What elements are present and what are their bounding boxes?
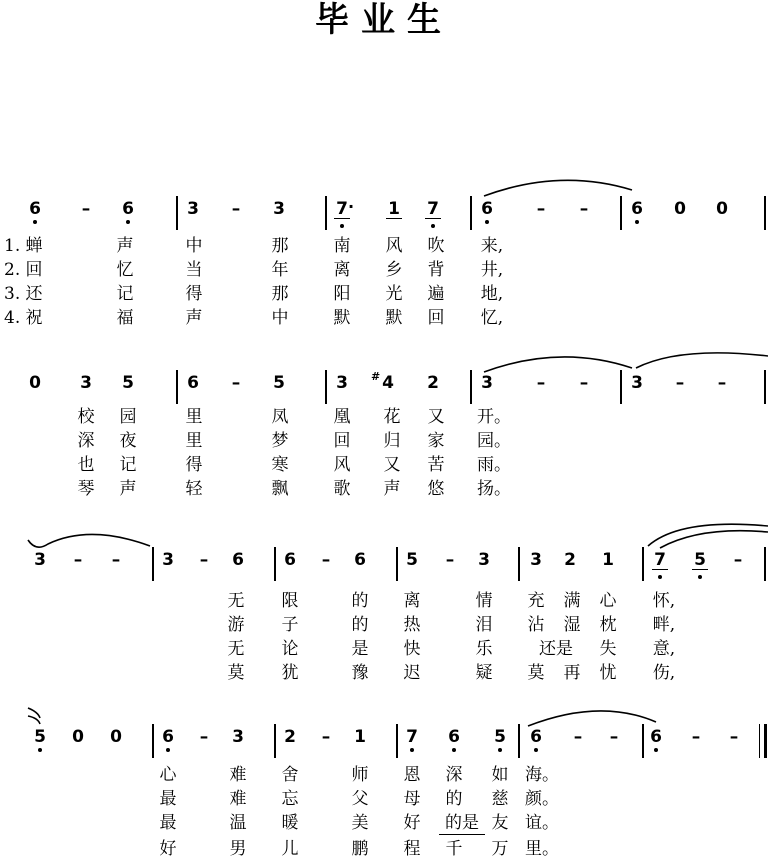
lyric-syllable: 风	[333, 455, 351, 475]
note: 6	[622, 198, 652, 220]
note: 5	[122, 373, 134, 393]
lyric-syllable: 泪	[475, 615, 493, 635]
lyric-syllable: 凤	[271, 407, 289, 427]
lyric-syllable: 声	[119, 479, 137, 499]
lyric-syllable: 里。	[525, 839, 559, 859]
lyric-syllable: 还是	[539, 639, 573, 659]
lyric-syllable: 默	[385, 308, 403, 328]
note: 6	[439, 726, 469, 748]
lyric-syllable: 那	[271, 236, 289, 256]
lyric-syllable: 归	[383, 431, 401, 451]
lyric-syllable: 限	[281, 591, 299, 611]
lyric-syllable: 温	[229, 813, 247, 833]
note: 3	[232, 727, 244, 747]
note: 0	[110, 727, 122, 747]
note: 3	[336, 373, 348, 393]
note: –	[675, 373, 685, 393]
lyric-syllable: 千	[445, 839, 463, 859]
lyric-syllable: 谊。	[525, 813, 559, 833]
lyric-syllable: 回	[427, 308, 445, 328]
note: 5	[25, 726, 55, 748]
lyric-syllable: 祝	[25, 308, 43, 328]
note: 3	[530, 550, 542, 570]
lyric-syllable: 难	[229, 765, 247, 785]
lyric-syllable: 背	[427, 260, 445, 280]
note: 3	[34, 550, 46, 570]
lyric-syllable: 怀,	[652, 591, 676, 611]
note: 6	[232, 550, 244, 570]
note: 2	[427, 373, 439, 393]
note: 6	[113, 198, 143, 220]
note: 6	[641, 726, 671, 748]
lyric-syllable: 记	[119, 455, 137, 475]
lyric-syllable: 无	[227, 591, 245, 611]
note: # 4	[373, 372, 403, 394]
lyric-syllable: 还	[25, 284, 43, 304]
note: 1	[379, 198, 409, 220]
lyric-syllable: 又	[427, 407, 445, 427]
note: 6	[284, 550, 296, 570]
note: –	[199, 727, 209, 747]
lyric-syllable: 豫	[351, 663, 369, 683]
lyric-syllable: 记	[116, 284, 134, 304]
lyric-syllable: 颜。	[525, 789, 559, 809]
lyric-syllable: 程	[403, 839, 421, 859]
lyric-syllable: 儿	[281, 839, 299, 859]
lyric-syllable: 阳	[333, 284, 351, 304]
lyric-syllable: 风	[385, 236, 403, 256]
lyric-syllable: 心	[599, 591, 617, 611]
note: 7	[397, 726, 427, 748]
note: –	[81, 199, 91, 219]
lyric-syllable: 论	[281, 639, 299, 659]
verse-number: 4.	[4, 308, 21, 328]
note: 6	[354, 550, 366, 570]
sharp-sign: #	[371, 370, 381, 383]
lyric-syllable: 舍	[281, 765, 299, 785]
lyric-syllable: 恩	[403, 765, 421, 785]
lyric-syllable: 也	[77, 455, 95, 475]
note: –	[609, 727, 619, 747]
lyric-syllable: 忘	[281, 789, 299, 809]
verse-number: 2.	[4, 260, 21, 280]
note: 6	[153, 726, 183, 748]
note: 7	[418, 198, 448, 220]
bar-line	[518, 724, 520, 758]
lyric-syllable: 充	[527, 591, 545, 611]
lyric-syllable: 又	[383, 455, 401, 475]
lyric-syllable: 意,	[652, 639, 676, 659]
note: –	[199, 550, 209, 570]
lyric-syllable: 苦	[427, 455, 445, 475]
lyric-syllable: 父	[351, 789, 369, 809]
note: 0	[72, 727, 84, 747]
lyric-syllable: 家	[427, 431, 445, 451]
lyric-syllable: 畔,	[652, 615, 676, 635]
note: 5	[685, 549, 715, 571]
lyric-syllable: 男	[229, 839, 247, 859]
lyric-syllable: 疑	[475, 663, 493, 683]
lyric-syllable: 无	[227, 639, 245, 659]
lyric-syllable: 再	[563, 663, 581, 683]
lyric-syllable: 失	[599, 639, 617, 659]
final-bar-line	[759, 724, 760, 758]
note: 3	[631, 373, 643, 393]
lyric-syllable: 的	[351, 615, 369, 635]
lyric-syllable: 飘	[271, 479, 289, 499]
lyric-syllable: 中	[185, 236, 203, 256]
lyric-syllable: 好	[403, 813, 421, 833]
note: 5	[406, 550, 418, 570]
note: –	[231, 199, 241, 219]
lyric-syllable: 满	[563, 591, 581, 611]
lyric-syllable: 暖	[281, 813, 299, 833]
lyric-syllable: 最	[159, 789, 177, 809]
lyric-syllable: 是	[351, 639, 369, 659]
bar-line	[764, 547, 766, 581]
lyric-syllable: 乐	[475, 639, 493, 659]
lyric-syllable: 沾	[527, 615, 545, 635]
lyric-syllable: 游	[227, 615, 245, 635]
note: –	[321, 727, 331, 747]
lyric-syllable: 深	[445, 765, 463, 785]
final-bar-line	[764, 724, 767, 758]
lyric-syllable: 园	[119, 407, 137, 427]
note: 0	[674, 199, 686, 219]
lyric-syllable: 深	[77, 431, 95, 451]
lyric-syllable: 中	[271, 308, 289, 328]
note: 3	[273, 199, 285, 219]
note: 1	[354, 727, 366, 747]
note: –	[536, 199, 546, 219]
lyric-syllable: 美	[351, 813, 369, 833]
lyric-syllable: 校	[77, 407, 95, 427]
verse-number: 3.	[4, 284, 21, 304]
note: –	[536, 373, 546, 393]
lyric-syllable: 声	[383, 479, 401, 499]
lyric-syllable: 万	[491, 839, 509, 859]
note: 7 ·	[327, 198, 357, 220]
lyric-syllable: 犹	[281, 663, 299, 683]
note: 3	[162, 550, 174, 570]
lyric-syllable: 遍	[427, 284, 445, 304]
lyric-syllable: 离	[403, 591, 421, 611]
lyric-syllable: 好	[159, 839, 177, 859]
lyric-syllable: 的	[351, 591, 369, 611]
lyric-syllable: 花	[383, 407, 401, 427]
note: –	[733, 550, 743, 570]
note: –	[573, 727, 583, 747]
note: 3	[478, 550, 490, 570]
lyric-syllable: 声	[116, 236, 134, 256]
lyric-syllable: 南	[333, 236, 351, 256]
lyric-syllable: 蝉	[25, 236, 43, 256]
lyric-syllable: 井,	[480, 260, 504, 280]
lyric-syllable: 友	[491, 813, 509, 833]
lyric-syllable: 忆	[116, 260, 134, 280]
lyric-syllable: 声	[185, 308, 203, 328]
note: 3	[481, 373, 493, 393]
note: –	[73, 550, 83, 570]
bar-line	[764, 370, 766, 404]
lyric-syllable: 忆,	[480, 308, 504, 328]
lyric-syllable: 热	[403, 615, 421, 635]
lyric-syllable: 福	[116, 308, 134, 328]
lyric-syllable: 歌	[333, 479, 351, 499]
note: –	[729, 727, 739, 747]
bar-line	[518, 547, 520, 581]
lyric-syllable: 轻	[185, 479, 203, 499]
lyric-syllable: 当	[185, 260, 203, 280]
lyric-syllable: 光	[385, 284, 403, 304]
note: 6	[521, 726, 551, 748]
lyric-syllable: 悠	[427, 479, 445, 499]
lyric-syllable: 吹	[427, 236, 445, 256]
lyric-syllable: 师	[351, 765, 369, 785]
lyric-syllable: 得	[185, 284, 203, 304]
note: 3	[80, 373, 92, 393]
lyric-syllable: 如	[491, 765, 509, 785]
note: 0	[716, 199, 728, 219]
lyric-syllable: 心	[159, 765, 177, 785]
lyric-syllable: 母	[403, 789, 421, 809]
lyric-syllable: 回	[333, 431, 351, 451]
lyric-syllable: 琴	[77, 479, 95, 499]
lyric-syllable: 雨。	[477, 455, 511, 475]
note: –	[231, 373, 241, 393]
lyric-syllable: 海。	[525, 765, 559, 785]
note: 5	[273, 373, 285, 393]
note: –	[445, 550, 455, 570]
lyric-syllable: 梦	[271, 431, 289, 451]
note: –	[579, 373, 589, 393]
lyric-syllable: 地,	[480, 284, 504, 304]
lyric-syllable: 夜	[119, 431, 137, 451]
note: –	[691, 727, 701, 747]
note: 6	[187, 373, 199, 393]
lyric-syllable: 乡	[385, 260, 403, 280]
lyric-syllable: 那	[271, 284, 289, 304]
lyric-syllable: 离	[333, 260, 351, 280]
lyric-syllable: 里	[185, 407, 203, 427]
lyric-syllable: 年	[271, 260, 289, 280]
lyric-syllable: 里	[185, 431, 203, 451]
lyric-syllable: 回	[25, 260, 43, 280]
lyric-syllable: 湿	[563, 615, 581, 635]
lyric-syllable: 莫	[227, 663, 245, 683]
note: 2	[564, 550, 576, 570]
lyric-syllable: 寒	[271, 455, 289, 475]
note: 6	[472, 198, 502, 220]
lyric-syllable: 忧	[599, 663, 617, 683]
note: 2	[284, 727, 296, 747]
note: 6	[20, 198, 50, 220]
lyric-syllable: 得	[185, 455, 203, 475]
lyric-syllable: 鹏	[351, 839, 369, 859]
lyric-syllable: 快	[403, 639, 421, 659]
lyric-syllable: 最	[159, 813, 177, 833]
note: 0	[29, 373, 41, 393]
lyric-syllable: 的	[445, 789, 463, 809]
lyric-syllable: 凰	[333, 407, 351, 427]
note: 7	[645, 549, 675, 571]
lyric-syllable: 枕	[599, 615, 617, 635]
note: –	[321, 550, 331, 570]
lyric-syllable: 默	[333, 308, 351, 328]
lyric-syllable: 园。	[477, 431, 511, 451]
bar-line	[642, 547, 644, 581]
verse-number: 1.	[4, 236, 21, 256]
lyric-syllable: 伤,	[652, 663, 676, 683]
lyric-syllable: 的是	[439, 812, 485, 835]
lyric-syllable: 子	[281, 615, 299, 635]
bar-line	[764, 196, 766, 230]
lyric-syllable: 情	[475, 591, 493, 611]
lyric-syllable: 来,	[480, 236, 504, 256]
note: –	[717, 373, 727, 393]
lyric-syllable: 开。	[477, 407, 511, 427]
song-title: 毕业生	[315, 0, 453, 40]
note: –	[579, 199, 589, 219]
lyric-syllable: 迟	[403, 663, 421, 683]
note: 3	[187, 199, 199, 219]
note: –	[111, 550, 121, 570]
note: 5	[485, 726, 515, 748]
lyric-syllable: 莫	[527, 663, 545, 683]
lyric-syllable: 难	[229, 789, 247, 809]
lyric-syllable: 扬。	[477, 479, 511, 499]
note: 1	[602, 550, 614, 570]
lyric-syllable: 慈	[491, 789, 509, 809]
